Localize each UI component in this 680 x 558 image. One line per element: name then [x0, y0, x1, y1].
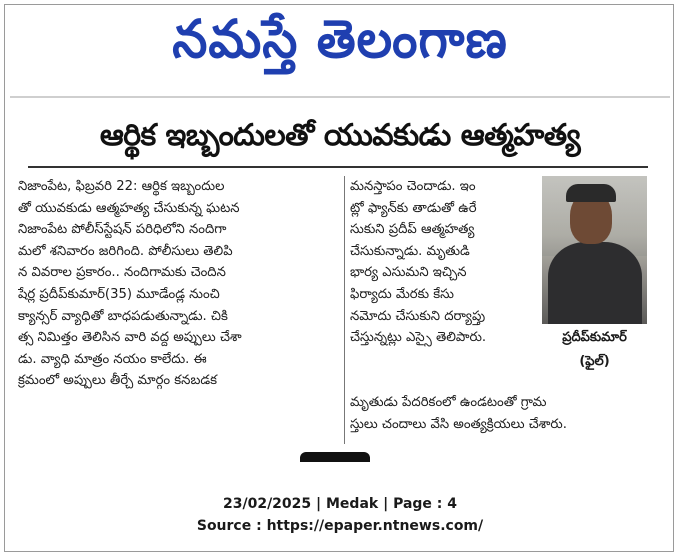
text-line: చేస్తున్నట్లు ఎస్సై తెలిపారు.	[350, 330, 487, 346]
text-line: భార్య ఎసుమని ఇచ్చిన	[350, 265, 467, 281]
photo-figure-cap	[566, 184, 616, 202]
text-line: మృతుడు పేదరికంలో ఉండటంతో గ్రామ	[350, 395, 547, 410]
photo-caption-file: (ఫైల్)	[579, 354, 610, 369]
text-line: చేసుకున్నాడు. మృతుడి	[350, 243, 470, 259]
text-line: మనస్తాపం చెందాడు. ఇం	[350, 179, 476, 194]
clipping-meta: 23/02/2025 | Medak | Page : 4	[222, 496, 458, 512]
text-line: త్స నిమిత్తం తెలిసిన వారి వద్ద అప్పులు చేశా	[18, 330, 242, 346]
text-line: క్యాన్సర్ వ్యాధితో బాధపడుతున్నాడు. చికి	[18, 308, 228, 324]
text-line: నిజాంపేట పోలీస్‌స్టేషన్ పరిధిలోని నందిగా	[18, 222, 227, 238]
newspaper-masthead: నమస్తే తెలంగాణ	[172, 8, 508, 70]
text-line: నమోదు చేసుకుని దర్యాప్తు	[350, 308, 486, 324]
photo-figure-body	[548, 242, 642, 324]
headline-divider	[28, 166, 648, 168]
cropped-next-headline-fragment	[300, 452, 370, 462]
portrait-photo	[542, 176, 647, 324]
text-line: డు. వ్యాధి మాత్రం నయం కాలేదు. ఈ	[18, 351, 207, 367]
clipping-source: Source : https://epaper.ntnews.com/	[196, 518, 484, 534]
text-line: స్తులు చందాలు వేసి అంత్యక్రియలు చేశారు.	[350, 416, 567, 432]
text-line: నిజాంపేట, ఫిబ్రవరి 22: ఆర్థిక ఇబ్బందుల	[18, 179, 225, 194]
text-line: న వివరాల ప్రకారం.. నందిగామకు చెందిన	[18, 265, 226, 281]
text-line: ఫిర్యాదు మేరకు కేసు	[350, 286, 454, 302]
column-divider	[344, 176, 345, 444]
text-line: తో యువకుడు ఆత్మహత్య చేసుకున్న ఘటన	[18, 200, 240, 216]
text-line: షేర్ల ప్రదీప్‌కుమార్(35) మూడేండ్ల నుంచి	[18, 286, 220, 302]
article-column-2	[350, 176, 536, 349]
article-column-2-continued	[350, 392, 646, 435]
masthead-divider	[10, 96, 670, 98]
article-column-1	[18, 176, 340, 392]
photo-caption-name: ప్రదీప్‌కుమార్	[562, 330, 627, 345]
text-line: ట్లో ఫ్యాన్‌కు తాడుతో ఉరే	[350, 200, 477, 216]
text-line: క్రమంలో అప్పులు తీర్చే మార్గం కనబడక	[18, 373, 217, 389]
article-headline: ఆర్థిక ఇబ్బందులతో యువకుడు ఆత్మహత్య	[99, 118, 581, 153]
text-line: సుకుని ప్రదీప్ ఆత్మహత్య	[350, 222, 475, 238]
text-line: మలో శనివారం జరిగింది. పోలీసులు తెలిపి	[18, 243, 233, 259]
